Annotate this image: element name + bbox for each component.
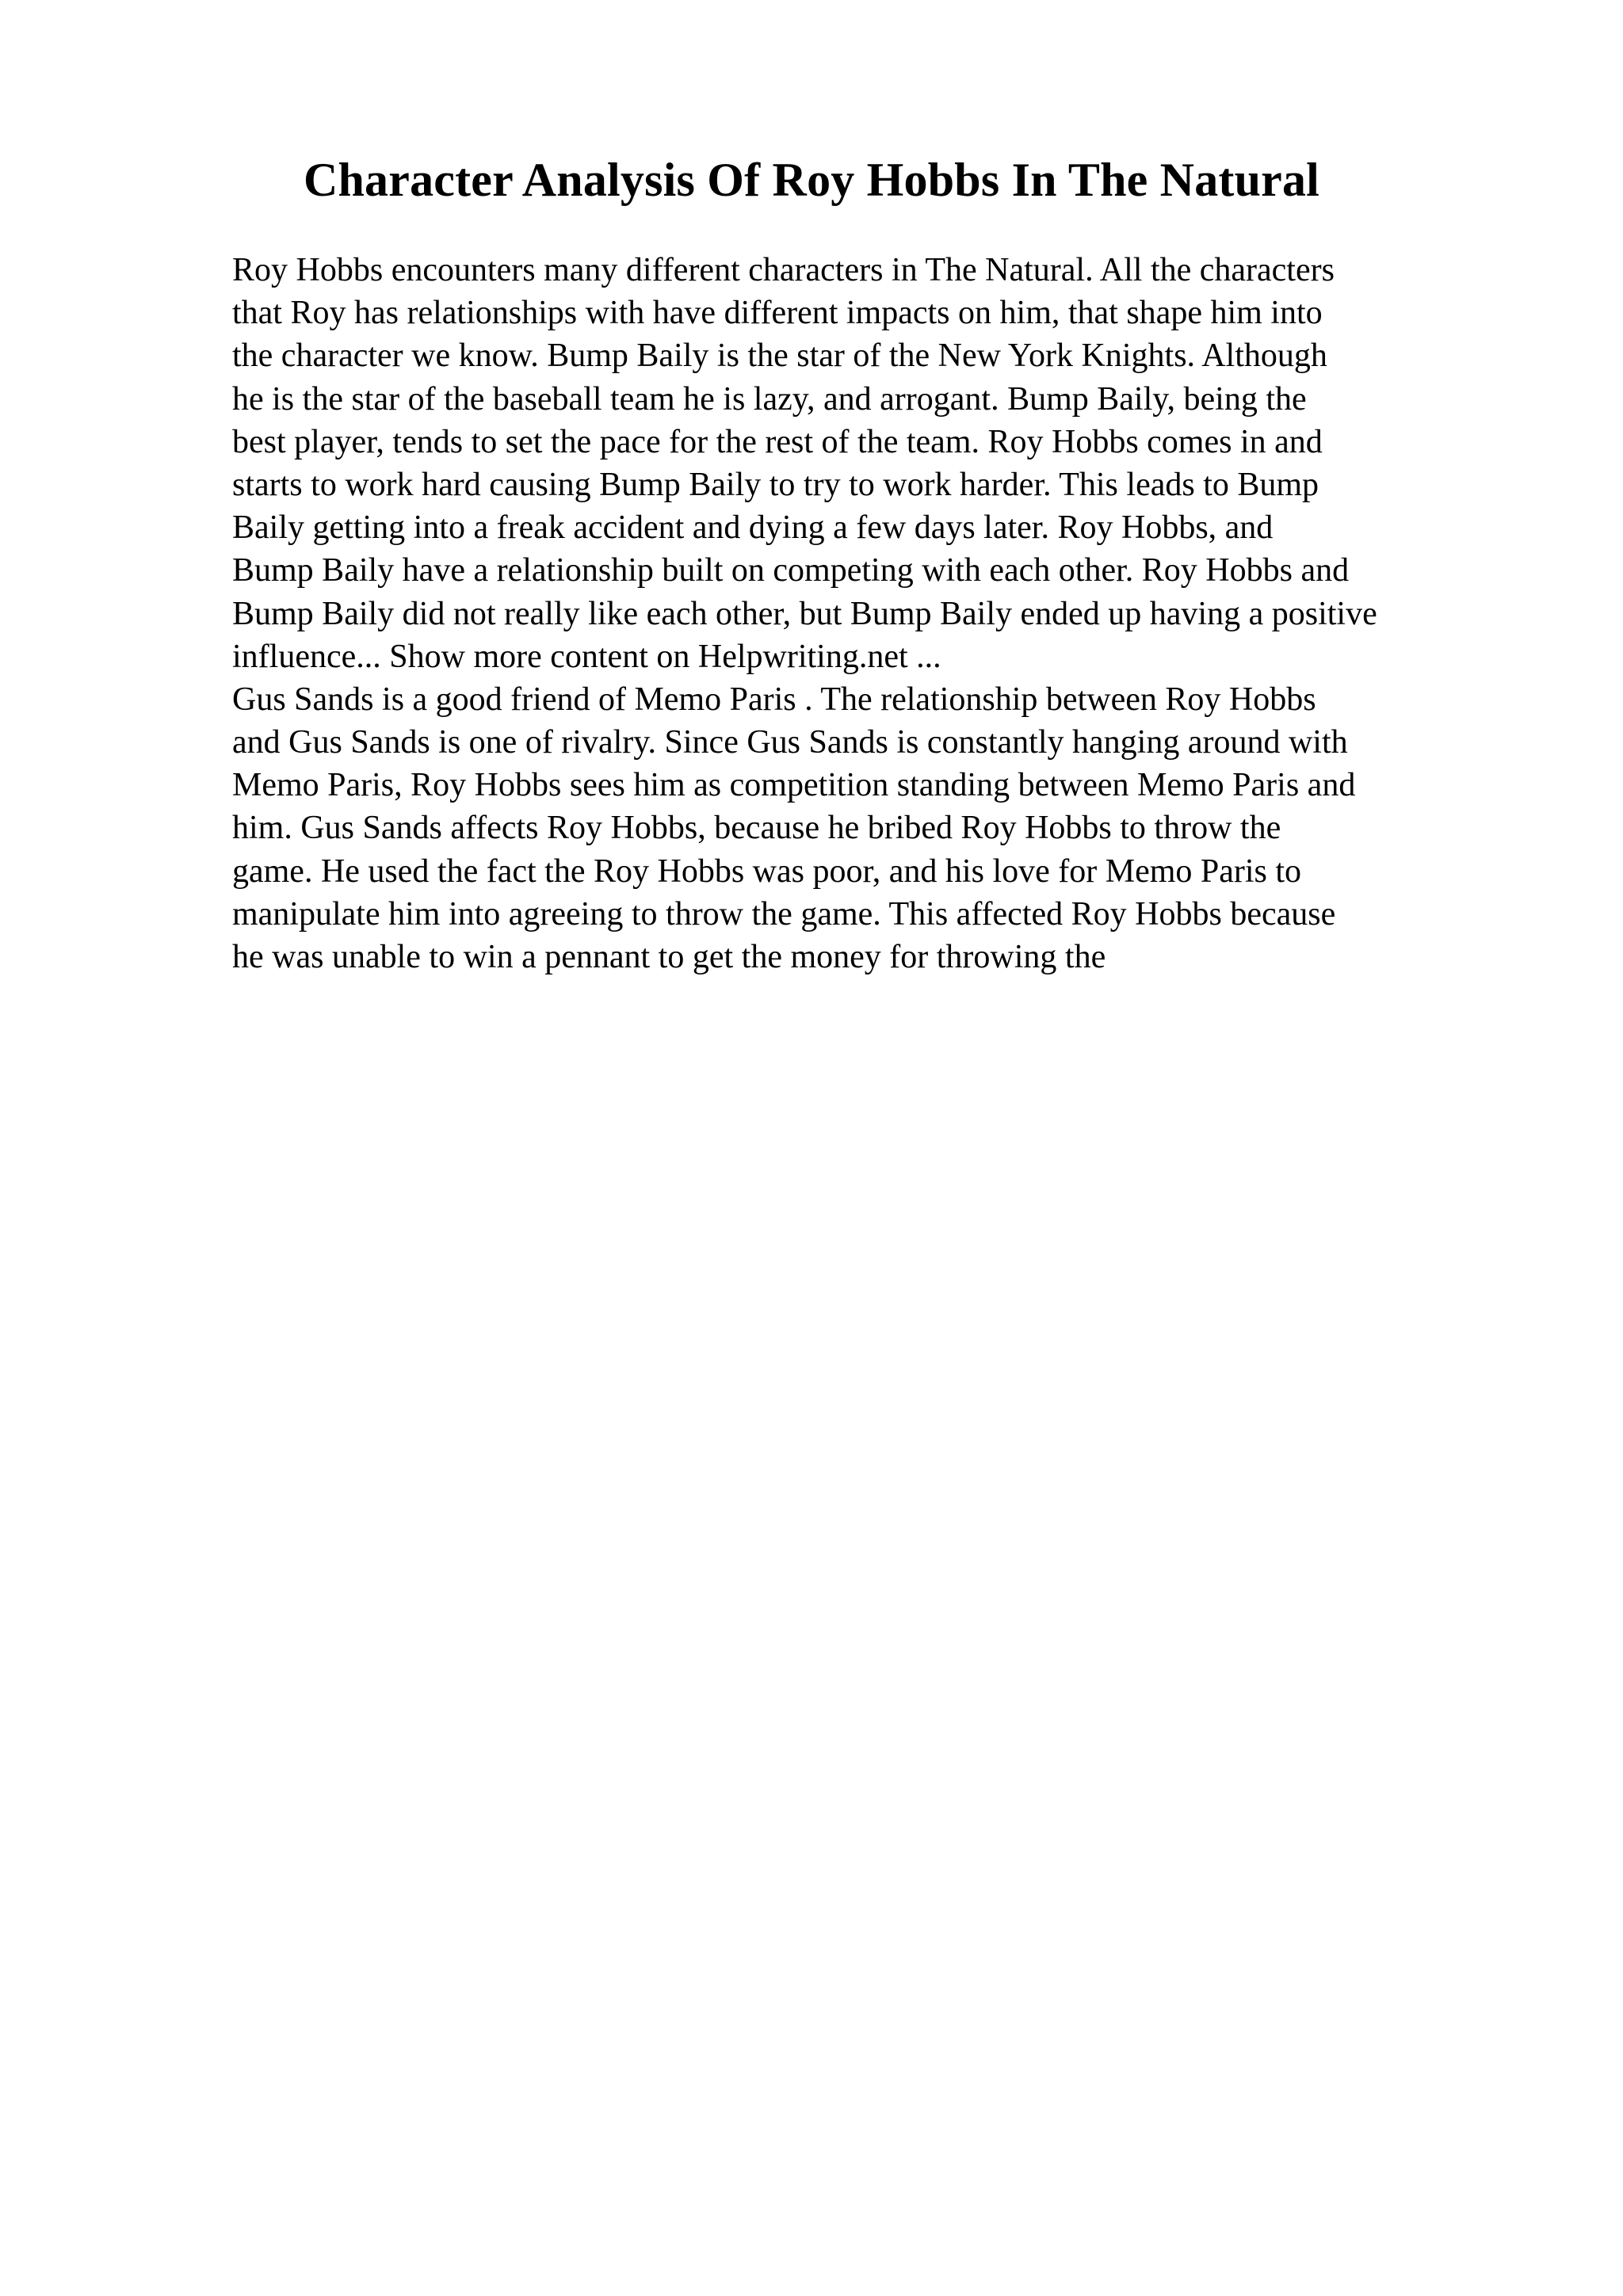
document-title: Character Analysis Of Roy Hobbs In The Natural xyxy=(303,154,1320,206)
body-line: he is the star of the baseball team he is lazy, and arrogant. Bump Baily, being the xyxy=(232,380,1307,418)
body-line-show-more: influence... Show more content on Helpwriting.net ... xyxy=(232,638,941,675)
body-line: game. He used the fact the Roy Hobbs was poor, and his love for Memo Paris to xyxy=(232,852,1302,890)
body-line: Bump Baily did not really like each other, but Bump Baily ended up having a positive xyxy=(232,595,1377,632)
body-line: best player, tends to set the pace for the rest of the team. Roy Hobbs comes in and xyxy=(232,423,1323,460)
body-line: him. Gus Sands affects Roy Hobbs, because he bribed Roy Hobbs to throw the xyxy=(232,810,1281,847)
body-line: Memo Paris, Roy Hobbs sees him as competition standing between Memo Paris and xyxy=(232,767,1356,804)
body-line: he was unable to win a pennant to get the money for throwing the xyxy=(232,939,1106,975)
document-body xyxy=(232,249,1532,978)
body-line: Baily getting into a freak accident and dying a few days later. Roy Hobbs, and xyxy=(232,509,1274,547)
body-line: manipulate him into agreeing to throw the game. This affected Roy Hobbs because xyxy=(232,895,1336,933)
body-line: Roy Hobbs encounters many different characters in The Natural. All the characters xyxy=(232,252,1335,288)
body-line: starts to work hard causing Bump Baily to try to work harder. This leads to Bump xyxy=(232,466,1319,503)
body-line: the character we know. Bump Baily is the star of the New York Knights. Although xyxy=(232,338,1327,375)
body-line: Gus Sands is a good friend of Memo Paris . The relationship between Roy Hobbs xyxy=(232,681,1316,718)
body-line: that Roy has relationships with have different impacts on him, that shape him into xyxy=(232,295,1323,332)
body-line: and Gus Sands is one of rivalry. Since Gus Sands is constantly hanging around with xyxy=(232,724,1348,761)
body-line: Bump Baily have a relationship built on competing with each other. Roy Hobbs and xyxy=(232,552,1350,589)
